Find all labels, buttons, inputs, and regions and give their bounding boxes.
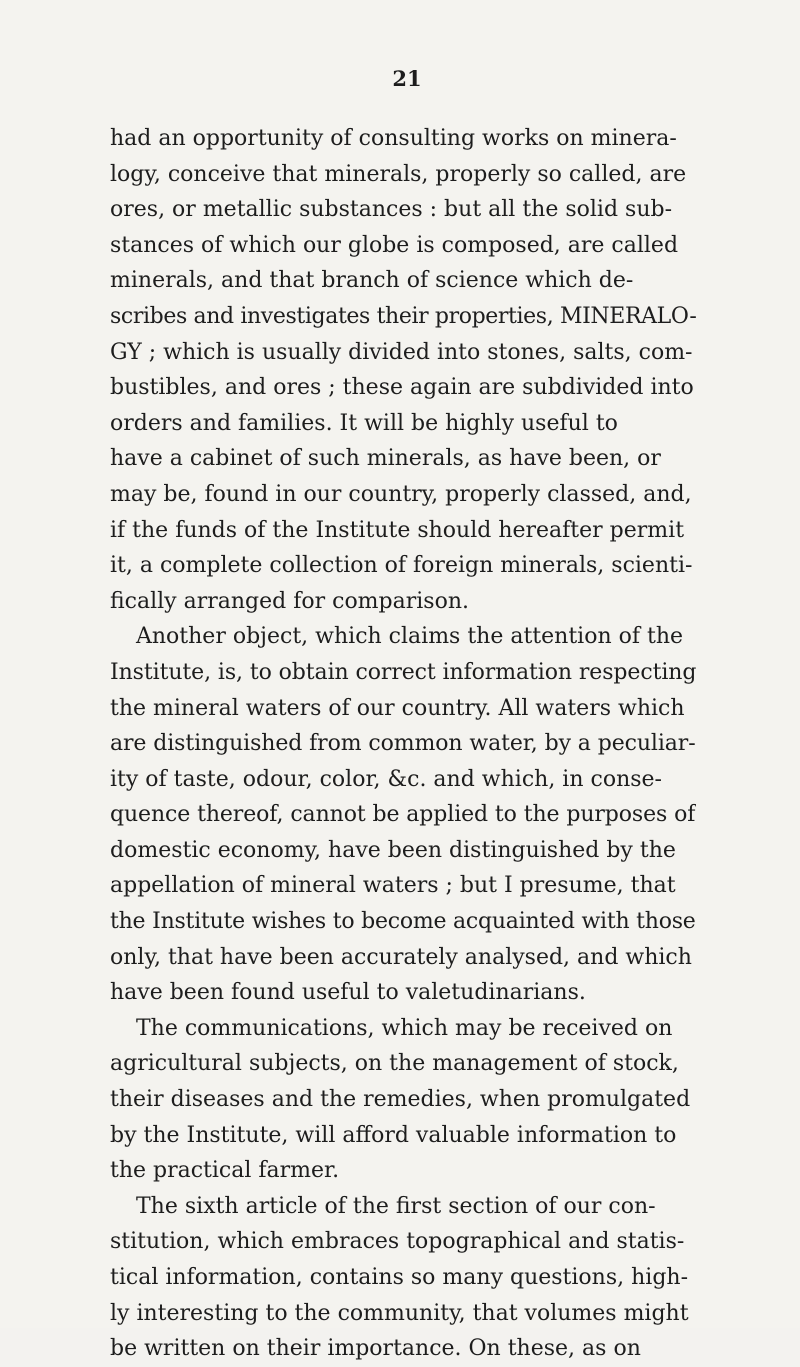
text-line: are distinguished from common water, by a peculiar- bbox=[110, 731, 696, 757]
text-line: their diseases and the remedies, when promulgated bbox=[110, 1087, 691, 1113]
text-line: the Institute wishes to become acquainted with those bbox=[110, 909, 696, 935]
body-text bbox=[110, 121, 696, 1367]
text-line: logy, conceive that minerals, properly so called, are bbox=[110, 161, 687, 187]
text-line: Institute, is, to obtain correct information respecting bbox=[110, 659, 696, 685]
text-line: have been found useful to valetudinarians. bbox=[110, 980, 586, 1006]
text-line: tical information, contains so many questions, high- bbox=[110, 1265, 689, 1290]
text-line: bustibles, and ores ; these again are subdivided into bbox=[110, 375, 694, 401]
text-line: ly interesting to the community, that volumes might bbox=[110, 1300, 689, 1326]
text-line: ity of taste, odour, color, &c. and which, in conse- bbox=[110, 766, 662, 792]
text-line: orders and families. It will be highly useful to bbox=[110, 410, 618, 436]
text-line: the mineral waters of our country. All waters which bbox=[110, 695, 685, 721]
text-line: quence thereof, cannot be applied to the purposes of bbox=[110, 802, 696, 828]
text-line: stitution, which embraces topographical and statis- bbox=[110, 1229, 685, 1255]
text-line: Another object, which claims the attention of the bbox=[136, 624, 684, 650]
text-line: minerals, and that branch of science which de- bbox=[110, 268, 634, 294]
text-line: by the Institute, will afford valuable information to bbox=[110, 1122, 677, 1148]
text-line: The communications, which may be received on bbox=[136, 1015, 673, 1041]
text-line: ores, or metallic substances : but all the solid sub- bbox=[110, 197, 673, 223]
text-line: only, that have been accurately analysed, and which bbox=[110, 944, 692, 970]
text-line: had an opportunity of consulting works on minera- bbox=[110, 126, 677, 151]
text-line: appellation of mineral waters ; but I presume, that bbox=[110, 873, 676, 899]
text-line: if the funds of the Institute should hereafter permit bbox=[110, 517, 685, 543]
text-line: agricultural subjects, on the management of stock, bbox=[110, 1051, 679, 1077]
page-number: 21 bbox=[392, 66, 422, 91]
text-line: may be, found in our country, properly classed, and, bbox=[110, 481, 692, 507]
text-line: have a cabinet of such minerals, as have been, or bbox=[110, 446, 661, 472]
text-line: stances of which our globe is composed, are called bbox=[110, 232, 679, 258]
text-line: The sixth article of the first section of our con- bbox=[136, 1193, 656, 1219]
text-line: GY ; which is usually divided into stones, salts, com- bbox=[110, 339, 693, 365]
text-line: scribes and investigates their properties, MINERALO- bbox=[110, 303, 696, 329]
text-line: domestic economy, have been distinguished by the bbox=[110, 837, 676, 863]
text-line: the practical farmer. bbox=[110, 1158, 340, 1184]
text-line: fically arranged for comparison. bbox=[110, 588, 469, 614]
text-line: it, a complete collection of foreign minerals, scienti- bbox=[110, 553, 693, 579]
text-line: be written on their importance. On these, as on bbox=[110, 1336, 641, 1362]
